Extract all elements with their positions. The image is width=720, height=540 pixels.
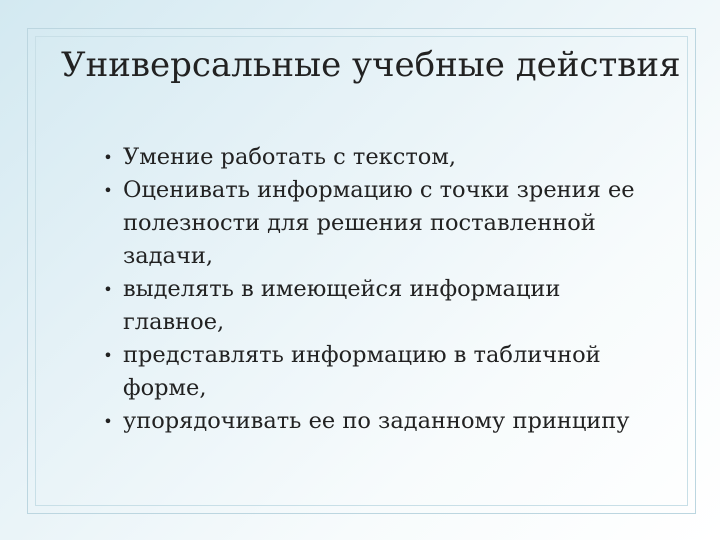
bullet-icon: • xyxy=(103,280,113,299)
bullet-item xyxy=(98,273,658,339)
bullet-item xyxy=(98,174,658,273)
slide-title: Универсальные учебные действия xyxy=(61,45,681,85)
bullet-icon: • xyxy=(103,181,113,200)
bullet-item xyxy=(98,405,658,438)
bullet-icon: • xyxy=(103,148,113,167)
bullet-item xyxy=(98,141,658,174)
bullet-text: представлять информацию в табличной форме, xyxy=(123,342,601,401)
bullet-text: выделять в имеющейся информации главное, xyxy=(123,276,561,335)
bullet-text: Оценивать информацию с точки зрения ее полезности для решения поставленной задачи, xyxy=(123,177,635,269)
bullet-text: Умение работать с текстом, xyxy=(123,144,456,170)
bullet-item xyxy=(98,339,658,405)
bullet-icon: • xyxy=(103,346,113,365)
bullet-list xyxy=(98,141,658,438)
bullet-text: упорядочивать ее по заданному принципу xyxy=(123,408,630,434)
bullet-icon: • xyxy=(103,412,113,431)
